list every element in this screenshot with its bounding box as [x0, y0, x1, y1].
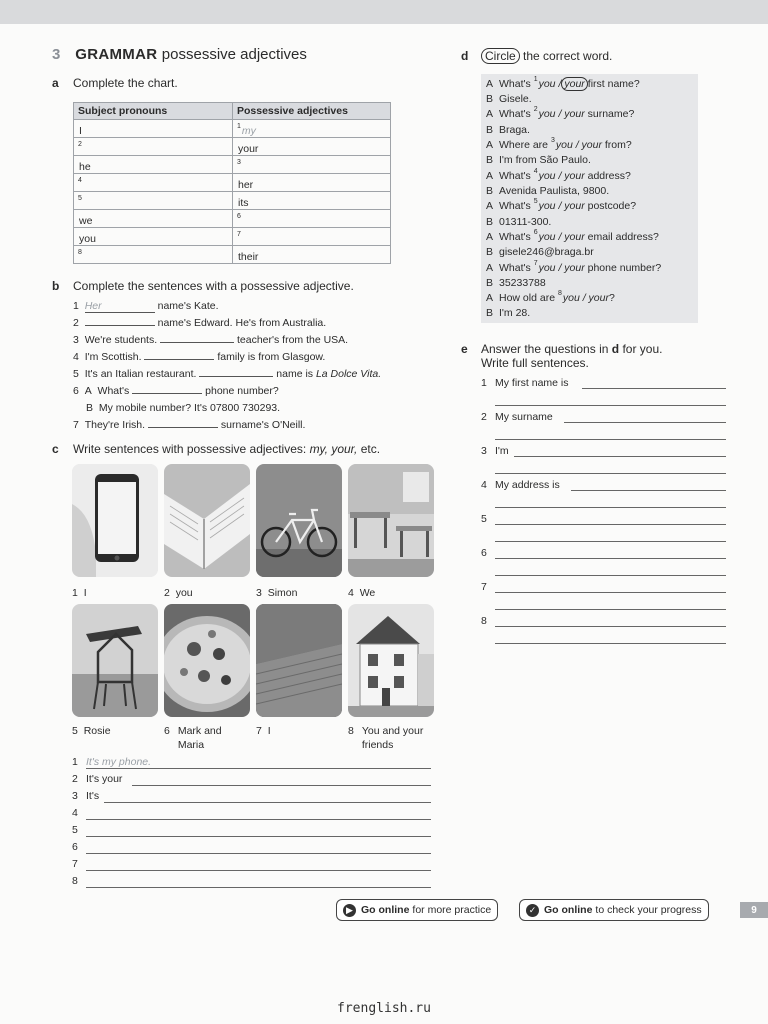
section-heading	[52, 46, 307, 64]
dialogue-line-14: B 35233788	[486, 277, 546, 289]
caption-7: 7 I	[256, 725, 271, 737]
chart-cell-subject[interactable]: 5	[74, 192, 233, 210]
go-online-practice-button[interactable]: ▶ Go online for more practice	[336, 899, 498, 921]
c-line-num-5: 5	[72, 824, 78, 836]
top-bar	[0, 0, 768, 24]
b-blank-6[interactable]	[132, 393, 202, 394]
e-answer-line-2a[interactable]	[564, 422, 726, 423]
bicycle-photo	[256, 464, 342, 577]
e-num-2: 2	[481, 411, 487, 423]
c-answer-line-5[interactable]	[86, 836, 431, 837]
e-answer-line-4b[interactable]	[495, 507, 726, 508]
dialogue-line-7: A What's $^4$you / your address?	[486, 168, 631, 182]
pizza-photo	[164, 604, 250, 717]
e-answer-line-2b[interactable]	[495, 439, 726, 440]
chair-photo	[72, 604, 158, 717]
chart-cell-possessive[interactable]: 3	[233, 156, 391, 174]
b-item-4: 4 I'm Scottish. family is from Glasgow.	[73, 351, 326, 363]
caption-3: 3 Simon	[256, 587, 298, 599]
chart-header-row	[74, 103, 391, 120]
chart-row	[74, 120, 391, 138]
dialogue-line-6: B I'm from São Paulo.	[486, 154, 591, 166]
dialogue-line-13: A What's $^7$you / your phone number?	[486, 260, 662, 274]
c-line-text-2: It's your	[86, 773, 123, 785]
b-item-6a: 6 A What's phone number?	[73, 385, 279, 397]
chart-row	[74, 228, 391, 246]
c-line-num-4: 4	[72, 807, 78, 819]
go-online-progress-button[interactable]: ✓ Go online to check your progress	[519, 899, 709, 921]
dialogue-line-10: B 01311-300.	[486, 216, 552, 228]
e-answer-line-7b[interactable]	[495, 609, 726, 610]
e-answer-line-4a[interactable]	[571, 490, 726, 491]
e-num-7: 7	[481, 581, 487, 593]
b-item-7: 7 They're Irish. surname's O'Neill.	[73, 419, 306, 431]
e-answer-line-1a[interactable]	[582, 388, 726, 389]
e-answer-line-5b[interactable]	[495, 541, 726, 542]
laptop-photo	[256, 604, 342, 717]
laptop-image	[256, 604, 342, 717]
b-blank-4[interactable]	[144, 359, 214, 360]
chart-cell-possessive[interactable]: $^1$my	[233, 120, 391, 138]
classroom-photo	[348, 464, 434, 577]
pizza-image	[164, 604, 250, 717]
caption-8: 8 You and your friends	[348, 725, 424, 751]
b-item-6b: B My mobile number? It's 07800 730293.	[86, 402, 281, 414]
chart-cell-subject: you	[74, 228, 233, 246]
exercise-e-instruction: Answer the questions in d for you. Write full sentences.	[481, 342, 663, 370]
page-number: 9	[740, 902, 768, 918]
c-line-num-7: 7	[72, 858, 78, 870]
e-answer-line-7a[interactable]	[495, 592, 726, 593]
caption-4: 4 We	[348, 587, 376, 599]
pronoun-chart	[73, 102, 391, 264]
e-num-5: 5	[481, 513, 487, 525]
caption-2: 2 you	[164, 587, 193, 599]
chart-header-possessive: Possessive adjectives	[233, 103, 391, 120]
caption-6: 6 Mark and Maria	[164, 725, 222, 751]
e-answer-line-6b[interactable]	[495, 575, 726, 576]
chart-cell-subject: he	[74, 156, 233, 174]
house-photo	[348, 604, 434, 717]
chart-row	[74, 192, 391, 210]
chart-row	[74, 210, 391, 228]
e-text-2: My surname	[495, 411, 553, 423]
house-image	[348, 604, 434, 717]
chart-cell-possessive[interactable]: 7	[233, 228, 391, 246]
book-photo	[164, 464, 250, 577]
chart-cell-subject[interactable]: 4	[74, 174, 233, 192]
exercise-a-letter: a	[52, 76, 59, 90]
dialogue-line-5: A Where are $^3$you / your from?	[486, 137, 632, 151]
dialogue-line-2: B Gisele.	[486, 93, 532, 105]
chart-row	[74, 174, 391, 192]
e-text-3: I'm	[495, 445, 509, 457]
b-blank-7[interactable]	[148, 427, 218, 428]
c-line-text-3: It's	[86, 790, 100, 802]
chart-cell-possessive: her	[233, 174, 391, 192]
e-num-4: 4	[481, 479, 487, 491]
e-num-6: 6	[481, 547, 487, 559]
exercise-c-instruction: Write sentences with possessive adjectives: my, your, etc.	[73, 442, 381, 456]
exercise-d-letter: d	[461, 49, 469, 63]
phone-photo	[72, 464, 158, 577]
chart-cell-possessive: its	[233, 192, 391, 210]
c-answer-line-8[interactable]	[86, 887, 431, 888]
b-item-2: 2 name's Edward. He's from Australia.	[73, 317, 327, 329]
dialogue-line-15: A How old are $^8$you / your?	[486, 290, 615, 304]
e-answer-line-6a[interactable]	[495, 558, 726, 559]
chart-cell-subject: I	[74, 120, 233, 138]
b-blank-5[interactable]	[199, 376, 273, 377]
section-subtitle: possessive adjectives	[161, 46, 307, 63]
e-answer-line-8a[interactable]	[495, 626, 726, 627]
c-answer-line-6[interactable]	[86, 853, 431, 854]
c-answer-line-7[interactable]	[86, 870, 431, 871]
site-watermark: frenglish.ru	[337, 1001, 431, 1016]
b-blank-2[interactable]	[85, 325, 155, 326]
chart-cell-subject: we	[74, 210, 233, 228]
c-line-text-1: It's my phone.	[86, 756, 152, 768]
b-blank-3[interactable]	[160, 342, 234, 343]
dialogue-line-9: A What's $^5$you / your postcode?	[486, 198, 637, 212]
e-answer-line-1b[interactable]	[495, 405, 726, 406]
exercise-e-letter: e	[461, 342, 468, 356]
book-image	[164, 464, 250, 577]
e-num-1: 1	[481, 377, 487, 389]
b-blank-1[interactable]: Her	[85, 300, 155, 313]
c-answer-line-4[interactable]	[86, 819, 431, 820]
exercise-b-instruction: Complete the sentences with a possessive adjective.	[73, 279, 354, 293]
chart-cell-possessive[interactable]: 6	[233, 210, 391, 228]
dialogue-line-16: B I'm 28.	[486, 307, 531, 319]
chart-cell-possessive: your	[233, 138, 391, 156]
dialogue-line-4: B Braga.	[486, 124, 530, 136]
e-answer-line-3b[interactable]	[495, 473, 726, 474]
chart-cell-subject[interactable]: 8	[74, 246, 233, 264]
e-num-8: 8	[481, 615, 487, 627]
e-answer-line-3a[interactable]	[514, 456, 726, 457]
chart-cell-possessive: their	[233, 246, 391, 264]
dialogue-line-12: B gisele246@braga.br	[486, 246, 594, 258]
chart-header-subject: Subject pronouns	[74, 103, 233, 120]
chart-row	[74, 156, 391, 174]
chart-row	[74, 246, 391, 264]
caption-1: 1 I	[72, 587, 87, 599]
checkmark-icon: ✓	[526, 904, 539, 917]
e-answer-line-5a[interactable]	[495, 524, 726, 525]
e-answer-line-8b[interactable]	[495, 643, 726, 644]
dialogue-line-11: A What's $^6$you / your email address?	[486, 229, 659, 243]
b-item-1: 1 Her name's Kate.	[73, 300, 219, 312]
circled-answer[interactable]: your	[561, 77, 587, 91]
classroom-image	[348, 464, 434, 577]
c-answer-line-3[interactable]	[104, 802, 431, 803]
chair-image	[72, 604, 158, 717]
chart-cell-subject[interactable]: 2	[74, 138, 233, 156]
c-answer-line-1[interactable]	[86, 768, 431, 769]
dialogue-line-1: A What's $^1$you / your first name?	[486, 76, 640, 90]
c-line-num-6: 6	[72, 841, 78, 853]
exercise-c-letter: c	[52, 442, 59, 456]
c-answer-line-2[interactable]	[132, 785, 431, 786]
e-text-1: My first name is	[495, 377, 569, 389]
c-line-num-3: 3	[72, 790, 78, 802]
exercise-b-letter: b	[52, 279, 60, 293]
b-item-3: 3 We're students. teacher's from the USA.	[73, 334, 349, 346]
b-item-5: 5 It's an Italian restaurant. name is La Dolce Vita.	[73, 368, 382, 380]
exercise-d-instruction: Circle the correct word.	[481, 49, 612, 63]
e-text-4: My address is	[495, 479, 560, 491]
bicycle-image	[256, 464, 342, 577]
c-line-num-1: 1	[72, 756, 78, 768]
exercise-a-instruction: Complete the chart.	[73, 76, 178, 90]
caption-5: 5 Rosie	[72, 725, 111, 737]
c-line-num-2: 2	[72, 773, 78, 785]
practice-icon: ▶	[343, 904, 356, 917]
chart-row	[74, 138, 391, 156]
dialogue-line-8: B Avenida Paulista, 9800.	[486, 185, 610, 197]
section-number: 3	[52, 46, 61, 63]
phone-image	[72, 464, 158, 577]
c-line-num-8: 8	[72, 875, 78, 887]
dialogue-line-3: A What's $^2$you / your surname?	[486, 106, 635, 120]
e-num-3: 3	[481, 445, 487, 457]
section-title: GRAMMAR	[75, 46, 158, 63]
